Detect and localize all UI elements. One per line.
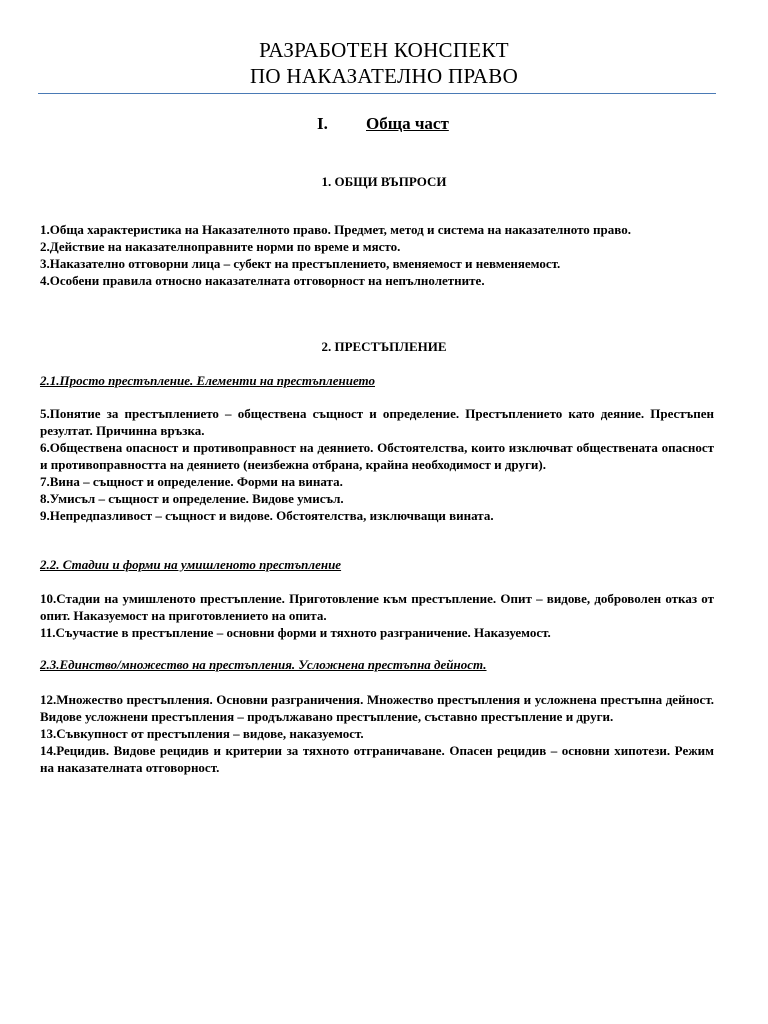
subsection-2-1-heading: 2.1.Просто престъпление. Елементи на престъплението	[40, 373, 375, 388]
list-item: 14.Рецидив. Видове рецидив и критерии за тяхното отграничаване. Опасен рецидив – основни хипотези. Режим на наказателната отговорност.	[40, 743, 714, 775]
document-title-line-2: ПО НАКАЗАТЕЛНО ПРАВО	[249, 64, 519, 88]
list-item: 11.Съучастие в престъпление – основни форми и тяхното разграничение. Наказуемост.	[40, 625, 551, 640]
document-title-line-1: РАЗРАБОТЕН КОНСПЕКТ	[259, 38, 509, 62]
list-item: 5.Понятие за престъплението – обществена същност и определение. Престъплението като деяние. Престъпен резултат. Причинна връзка.	[40, 406, 714, 438]
list-item: 8.Умисъл – същност и определение. Видове умисъл.	[40, 491, 344, 506]
part-number: I.	[317, 114, 328, 133]
subsection-2-3-list	[40, 691, 714, 776]
list-item: 1.Обща характеристика на Наказателното право. Предмет, метод и система на наказателното право.	[40, 222, 631, 237]
subsection-2-3-heading: 2.3.Единство/множество на престъпления. Усложнена престъпна дейност.	[40, 657, 487, 672]
subsection-2-2-heading: 2.2. Стадии и форми на умишленото престъпление	[40, 557, 342, 572]
title-underline-rule	[38, 93, 716, 94]
list-item: 9.Непредпазливост – същност и видове. Обстоятелства, изключващи вината.	[40, 508, 494, 523]
list-item: 10.Стадии на умишленото престъпление. Приготовление към престъпление. Опит – видове, доброволен отказ от опит. Наказуемост на приготовлението на опита.	[40, 591, 714, 623]
part-title: Обща част	[366, 114, 449, 133]
list-item: 6.Обществена опасност и противоправност на деянието. Обстоятелства, които изключват обществената опасност и противоправността на деянието (неизбежна отбрана, крайна необходимост и други).	[40, 440, 714, 472]
subsection-2-2-list	[40, 590, 714, 641]
section-1-list	[40, 221, 714, 289]
section-2-heading: 2. ПРЕСТЪПЛЕНИЕ	[321, 339, 447, 354]
list-item: 4.Особени правила относно наказателната отговорност на непълнолетните.	[40, 273, 485, 288]
list-item: 7.Вина – същност и определение. Форми на вината.	[40, 474, 343, 489]
list-item: 13.Съвкупност от престъпления – видове, наказуемост.	[40, 726, 364, 741]
list-item: 2.Действие на наказателноправните норми по време и място.	[40, 239, 401, 254]
subsection-2-1-list	[40, 405, 714, 524]
list-item: 3.Наказателно отговорни лица – субект на престъплението, вменяемост и невменяемост.	[40, 256, 561, 271]
list-item: 12.Множество престъпления. Основни разграничения. Множество престъпления и усложнена престъпна дейност. Видове усложнени престъпления – продължавано престъпление, съставно престъпление и други.	[40, 692, 714, 724]
section-1-heading: 1. ОБЩИ ВЪПРОСИ	[321, 174, 447, 189]
